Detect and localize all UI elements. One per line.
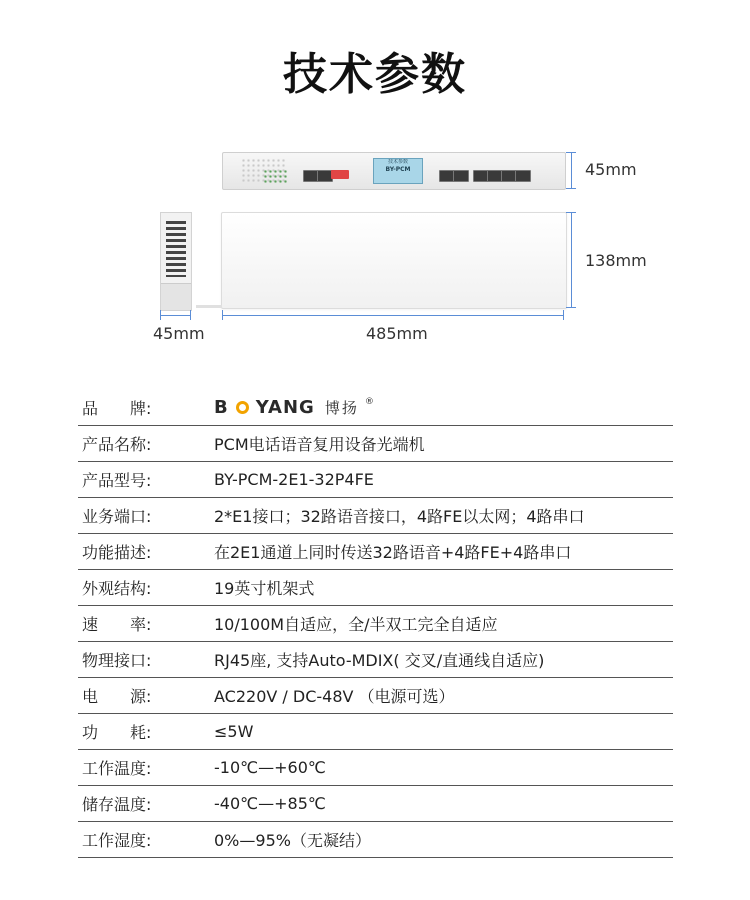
spec-key: 电 源: — [82, 687, 152, 706]
spec-key: 工作湿度: — [82, 831, 152, 850]
brand-post: YANG — [255, 397, 315, 418]
dim-tick — [566, 307, 576, 308]
brand-pre: B — [214, 397, 229, 418]
rj45-port — [515, 170, 531, 182]
spec-key: 速 率: — [82, 615, 152, 634]
spec-row — [78, 678, 673, 714]
spec-value: ≤5W — [214, 722, 254, 741]
rj45-port — [453, 170, 469, 182]
spec-key: 储存温度: — [82, 795, 152, 814]
spec-row — [78, 786, 673, 822]
spec-row — [78, 606, 673, 642]
spec-row — [78, 462, 673, 498]
brand-o-mark — [236, 401, 249, 414]
spec-key: 产品型号: — [82, 471, 152, 490]
spec-value: 0%—95%（无凝结） — [214, 831, 371, 850]
spec-key: 外观结构: — [82, 579, 152, 598]
mount-bracket — [161, 283, 191, 310]
dim-tick — [563, 310, 564, 320]
dim-line-depth — [571, 212, 572, 307]
brand-logo — [214, 397, 673, 418]
spec-key: 产品名称: — [82, 435, 152, 454]
spec-value: AC220V / DC-48V （电源可选） — [214, 687, 455, 706]
spec-value: 10/100M自适应，全/半双工完全自适应 — [214, 615, 498, 634]
spec-row — [78, 642, 673, 678]
brand-cn: 博扬 — [324, 399, 359, 417]
spec-value: 在2E1通道上同时传送32路语音+4路FE+4路串口 — [214, 543, 572, 562]
spec-value: 2*E1接口；32路语音接口，4路FE以太网；4路串口 — [214, 507, 585, 526]
spec-row — [78, 570, 673, 606]
dim-tick — [566, 188, 576, 189]
registered-mark: ® — [364, 396, 375, 407]
spec-value: BY-PCM-2E1-32P4FE — [214, 470, 374, 489]
page-title: 技术参数 — [283, 49, 467, 100]
device-label-plate — [373, 158, 423, 184]
spec-value: 19英寸机架式 — [214, 579, 315, 598]
spec-row — [78, 498, 673, 534]
dim-line-width — [222, 315, 564, 316]
spec-key: 物理接口: — [82, 651, 152, 670]
spec-row — [78, 822, 673, 858]
dim-label-width: 485mm — [366, 324, 428, 343]
device-label-line2: BY-PCM — [385, 166, 411, 173]
dim-label-side-width: 45mm — [153, 324, 205, 343]
device-front-view — [222, 152, 566, 190]
spec-key: 业务端口: — [82, 507, 152, 526]
vent-grille — [166, 221, 186, 277]
spec-row-brand — [78, 390, 673, 426]
spec-row — [78, 750, 673, 786]
status-leds — [263, 169, 287, 183]
spec-key: 品 牌: — [82, 399, 152, 418]
spec-value: RJ45座, 支持Auto-MDIX( 交叉/直通线自适应) — [214, 651, 545, 670]
spec-table — [78, 390, 673, 858]
device-top-view — [221, 212, 567, 309]
spec-value: PCM电话语音复用设备光端机 — [214, 435, 425, 454]
spec-row — [78, 714, 673, 750]
spec-key: 功能描述: — [82, 543, 152, 562]
dim-label-depth: 138mm — [585, 251, 647, 270]
device-side-view — [160, 212, 192, 311]
dim-line-height — [571, 152, 572, 188]
spec-row — [78, 534, 673, 570]
dip-switch — [331, 170, 349, 179]
dim-line-side-width — [160, 315, 191, 316]
spec-key: 功 耗: — [82, 723, 152, 742]
spec-value — [214, 397, 673, 418]
spec-value: -10℃—+60℃ — [214, 758, 326, 777]
spec-row — [78, 426, 673, 462]
spec-key: 工作温度: — [82, 759, 152, 778]
device-label-line1: 技术参数 — [387, 159, 408, 165]
dim-tick — [190, 310, 191, 320]
bracket-foot — [196, 305, 222, 308]
spec-value: -40℃—+85℃ — [214, 794, 326, 813]
dim-label-height: 45mm — [585, 160, 637, 179]
